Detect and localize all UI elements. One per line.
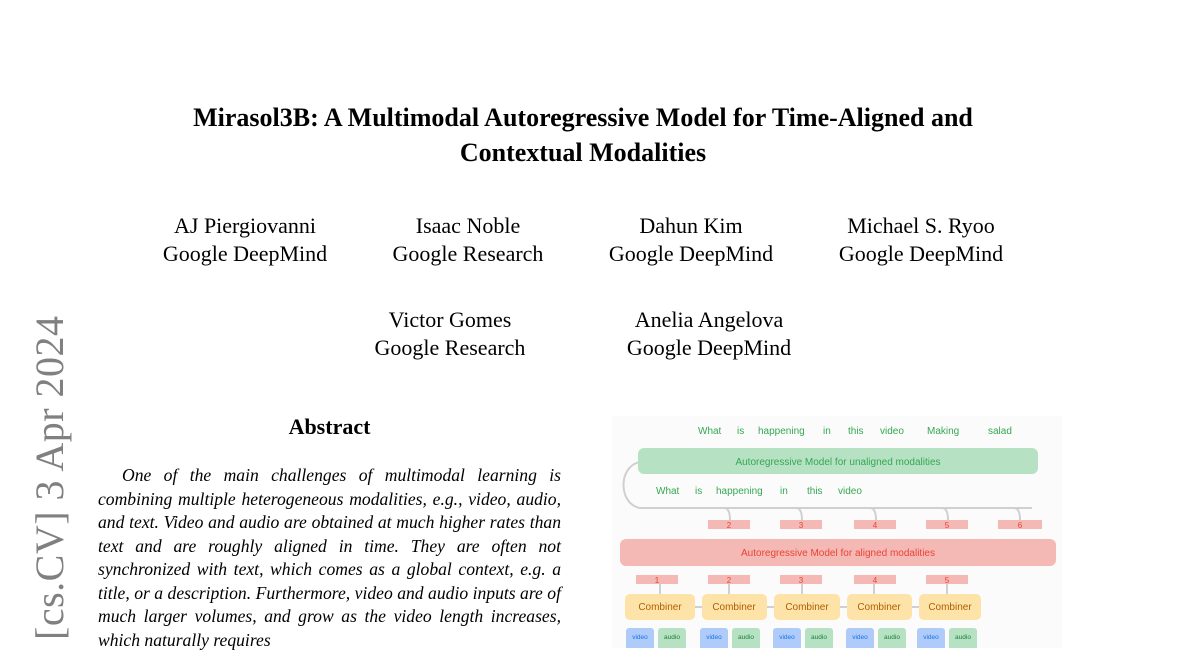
author-block	[360, 306, 540, 362]
author-affiliation: Google DeepMind	[626, 335, 792, 360]
chunk-number: 4	[872, 521, 878, 530]
combiner-label: Combiner	[857, 602, 901, 613]
output-token: salad	[988, 426, 1012, 437]
chunk-number: 2	[726, 576, 732, 585]
chunk-number: 1	[654, 576, 660, 585]
chunk-number: 5	[944, 576, 950, 585]
abstract-text: One of the main challenges of multimodal learning is combining multiple heterogeneous modalities, e.g., video, audio, and text. Video and audio are obtained at much higher rates than text and are roughly aligned in time. They are often not synchronized with text, which comes as a global context, e.g. a title, or a description. Furthermore, video and audio inputs are of much larger volumes, and grow as the video length increases, which naturally requires	[98, 465, 561, 650]
author-name: AJ Piergiovanni	[174, 213, 316, 238]
combiners	[625, 594, 981, 620]
chunk-number: 2	[726, 521, 732, 530]
combiner-label: Combiner	[928, 602, 972, 613]
input-token: What	[656, 486, 680, 497]
output-token: is	[737, 426, 745, 437]
author-block	[145, 212, 345, 268]
output-token: happening	[758, 426, 805, 437]
audio-encoder-label: audio	[955, 634, 971, 641]
input-token: in	[780, 486, 788, 497]
audio-encoder-label: audio	[738, 634, 754, 641]
video-encoder-label: video	[632, 634, 648, 641]
video-encoder-label: video	[779, 634, 795, 641]
audio-encoder-label: audio	[884, 634, 900, 641]
video-encoder-label: video	[706, 634, 722, 641]
author-block	[378, 212, 558, 268]
chunk-number: 6	[1017, 521, 1023, 530]
output-token: What	[698, 426, 722, 437]
input-token: this	[807, 486, 823, 497]
title-line-2: Contextual Modalities	[459, 138, 707, 167]
architecture-figure	[612, 416, 1062, 648]
author-name: Victor Gomes	[388, 307, 512, 332]
title-line-1: Mirasol3B: A Multimodal Autoregressive Model for Time-Aligned and	[193, 103, 973, 132]
combiner-label: Combiner	[712, 602, 756, 613]
chunk-number: 4	[872, 576, 878, 585]
output-token: in	[823, 426, 831, 437]
output-token: video	[880, 426, 904, 437]
abstract-heading: Abstract	[288, 414, 371, 439]
author-block	[821, 212, 1021, 268]
audio-encoder-label: audio	[811, 634, 827, 641]
author-affiliation: Google DeepMind	[838, 241, 1004, 266]
aligned-model-label: Autoregressive Model for aligned modalities	[741, 548, 935, 559]
author-affiliation: Google DeepMind	[608, 241, 774, 266]
input-token: is	[695, 486, 703, 497]
combiner-label: Combiner	[785, 602, 829, 613]
arxiv-stamp: [cs.CV] 3 Apr 2024	[27, 315, 72, 640]
unaligned-model-label: Autoregressive Model for unaligned modalities	[735, 457, 941, 468]
video-encoder-label: video	[852, 634, 868, 641]
output-token: this	[848, 426, 864, 437]
input-token: video	[838, 486, 862, 497]
author-block	[591, 212, 791, 268]
author-name: Anelia Angelova	[634, 307, 784, 332]
paper-title	[0, 100, 1166, 170]
video-encoder-label: video	[923, 634, 939, 641]
author-name: Michael S. Ryoo	[847, 213, 995, 238]
author-affiliation: Google Research	[374, 335, 526, 360]
chunk-number: 3	[798, 521, 804, 530]
combiner-label: Combiner	[638, 602, 682, 613]
author-affiliation: Google Research	[392, 241, 544, 266]
output-token: Making	[927, 426, 960, 437]
chunk-number: 3	[798, 576, 804, 585]
author-name: Dahun Kim	[639, 213, 743, 238]
author-affiliation: Google DeepMind	[162, 241, 328, 266]
chunk-number: 5	[944, 521, 950, 530]
input-token: happening	[716, 486, 763, 497]
audio-encoder-label: audio	[664, 634, 680, 641]
author-name: Isaac Noble	[415, 213, 521, 238]
author-block	[609, 306, 809, 362]
